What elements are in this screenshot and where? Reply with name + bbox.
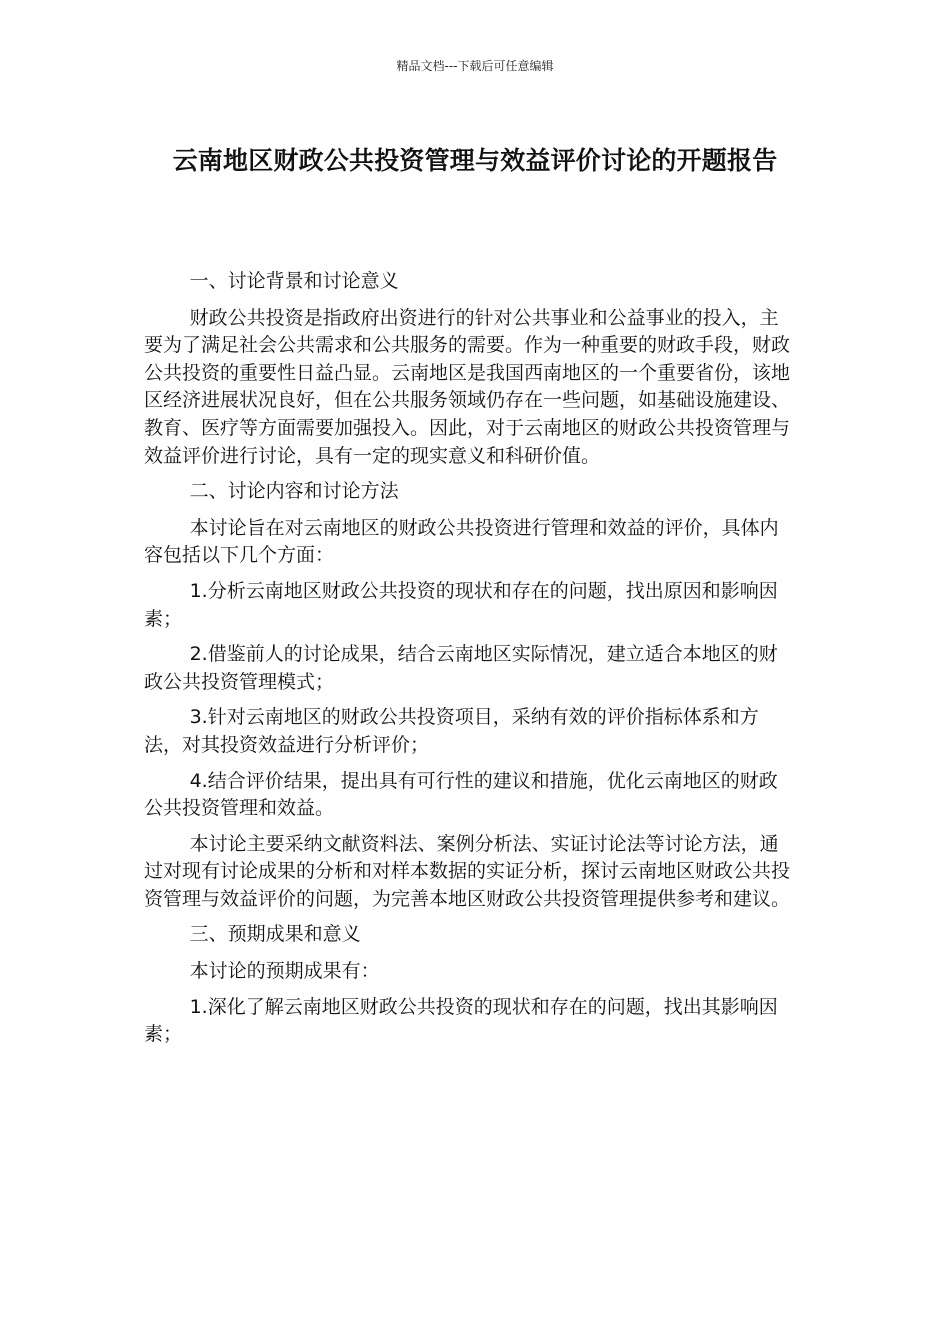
header-note: 精品文档---下载后可任意编辑 — [396, 59, 554, 73]
paragraph-expected-intro: 本讨论的预期成果有： — [189, 960, 380, 983]
document-body — [144, 268, 794, 1057]
list-item-3: 3.针对云南地区的财政公共投资项目，采纳有效的评价指标体系和方法，对其投资效益进行分析评价； — [144, 706, 759, 756]
paragraph-content-intro: 本讨论旨在对云南地区的财政公共投资进行管理和效益的评价，具体内容包括以下几个方面： — [144, 516, 779, 567]
list-item-1: 1.分析云南地区财政公共投资的现状和存在的问题，找出原因和影响因素； — [144, 579, 778, 630]
paragraph-background: 财政公共投资是指政府出资进行的针对公共事业和公益事业的投入，主要为了满足社会公共需求和公共服务的需要。作为一种重要的财政手段，财政公共投资的重要性日益凸显。云南地区是我国西南地区的一个重要省份，该地区经济进展状况良好，但在公共服务领域仍存在一些问题，如基础设施建设、教育、医疗等方面需要加强投入。因此，对于云南地区的财政公共投资管理与效益评价进行讨论，具有一定的现实意义和科研价值。 — [144, 306, 791, 467]
section-heading-background: 一、讨论背景和讨论意义 — [189, 270, 399, 292]
expected-item-1: 1.深化了解云南地区财政公共投资的现状和存在的问题，找出其影响因素； — [144, 995, 778, 1046]
document-title: 云南地区财政公共投资管理与效益评价讨论的开题报告 — [172, 146, 778, 175]
list-item-4: 4.结合评价结果，提出具有可行性的建议和措施，优化云南地区的财政公共投资管理和效益。 — [144, 769, 778, 820]
list-item-2: 2.借鉴前人的讨论成果，结合云南地区实际情况，建立适合本地区的财政公共投资管理模式； — [144, 643, 778, 693]
section-heading-expected-results: 三、预期成果和意义 — [189, 923, 361, 946]
paragraph-methods: 本讨论主要采纳文献资料法、案例分析法、实证讨论法等讨论方法，通过对现有讨论成果的分析和对样本数据的实证分析，探讨云南地区财政公共投资管理与效益评价的问题，为完善本地区财政公共投资管理提供参考和建议。 — [144, 832, 791, 910]
section-heading-content-methods: 二、讨论内容和讨论方法 — [189, 480, 399, 503]
